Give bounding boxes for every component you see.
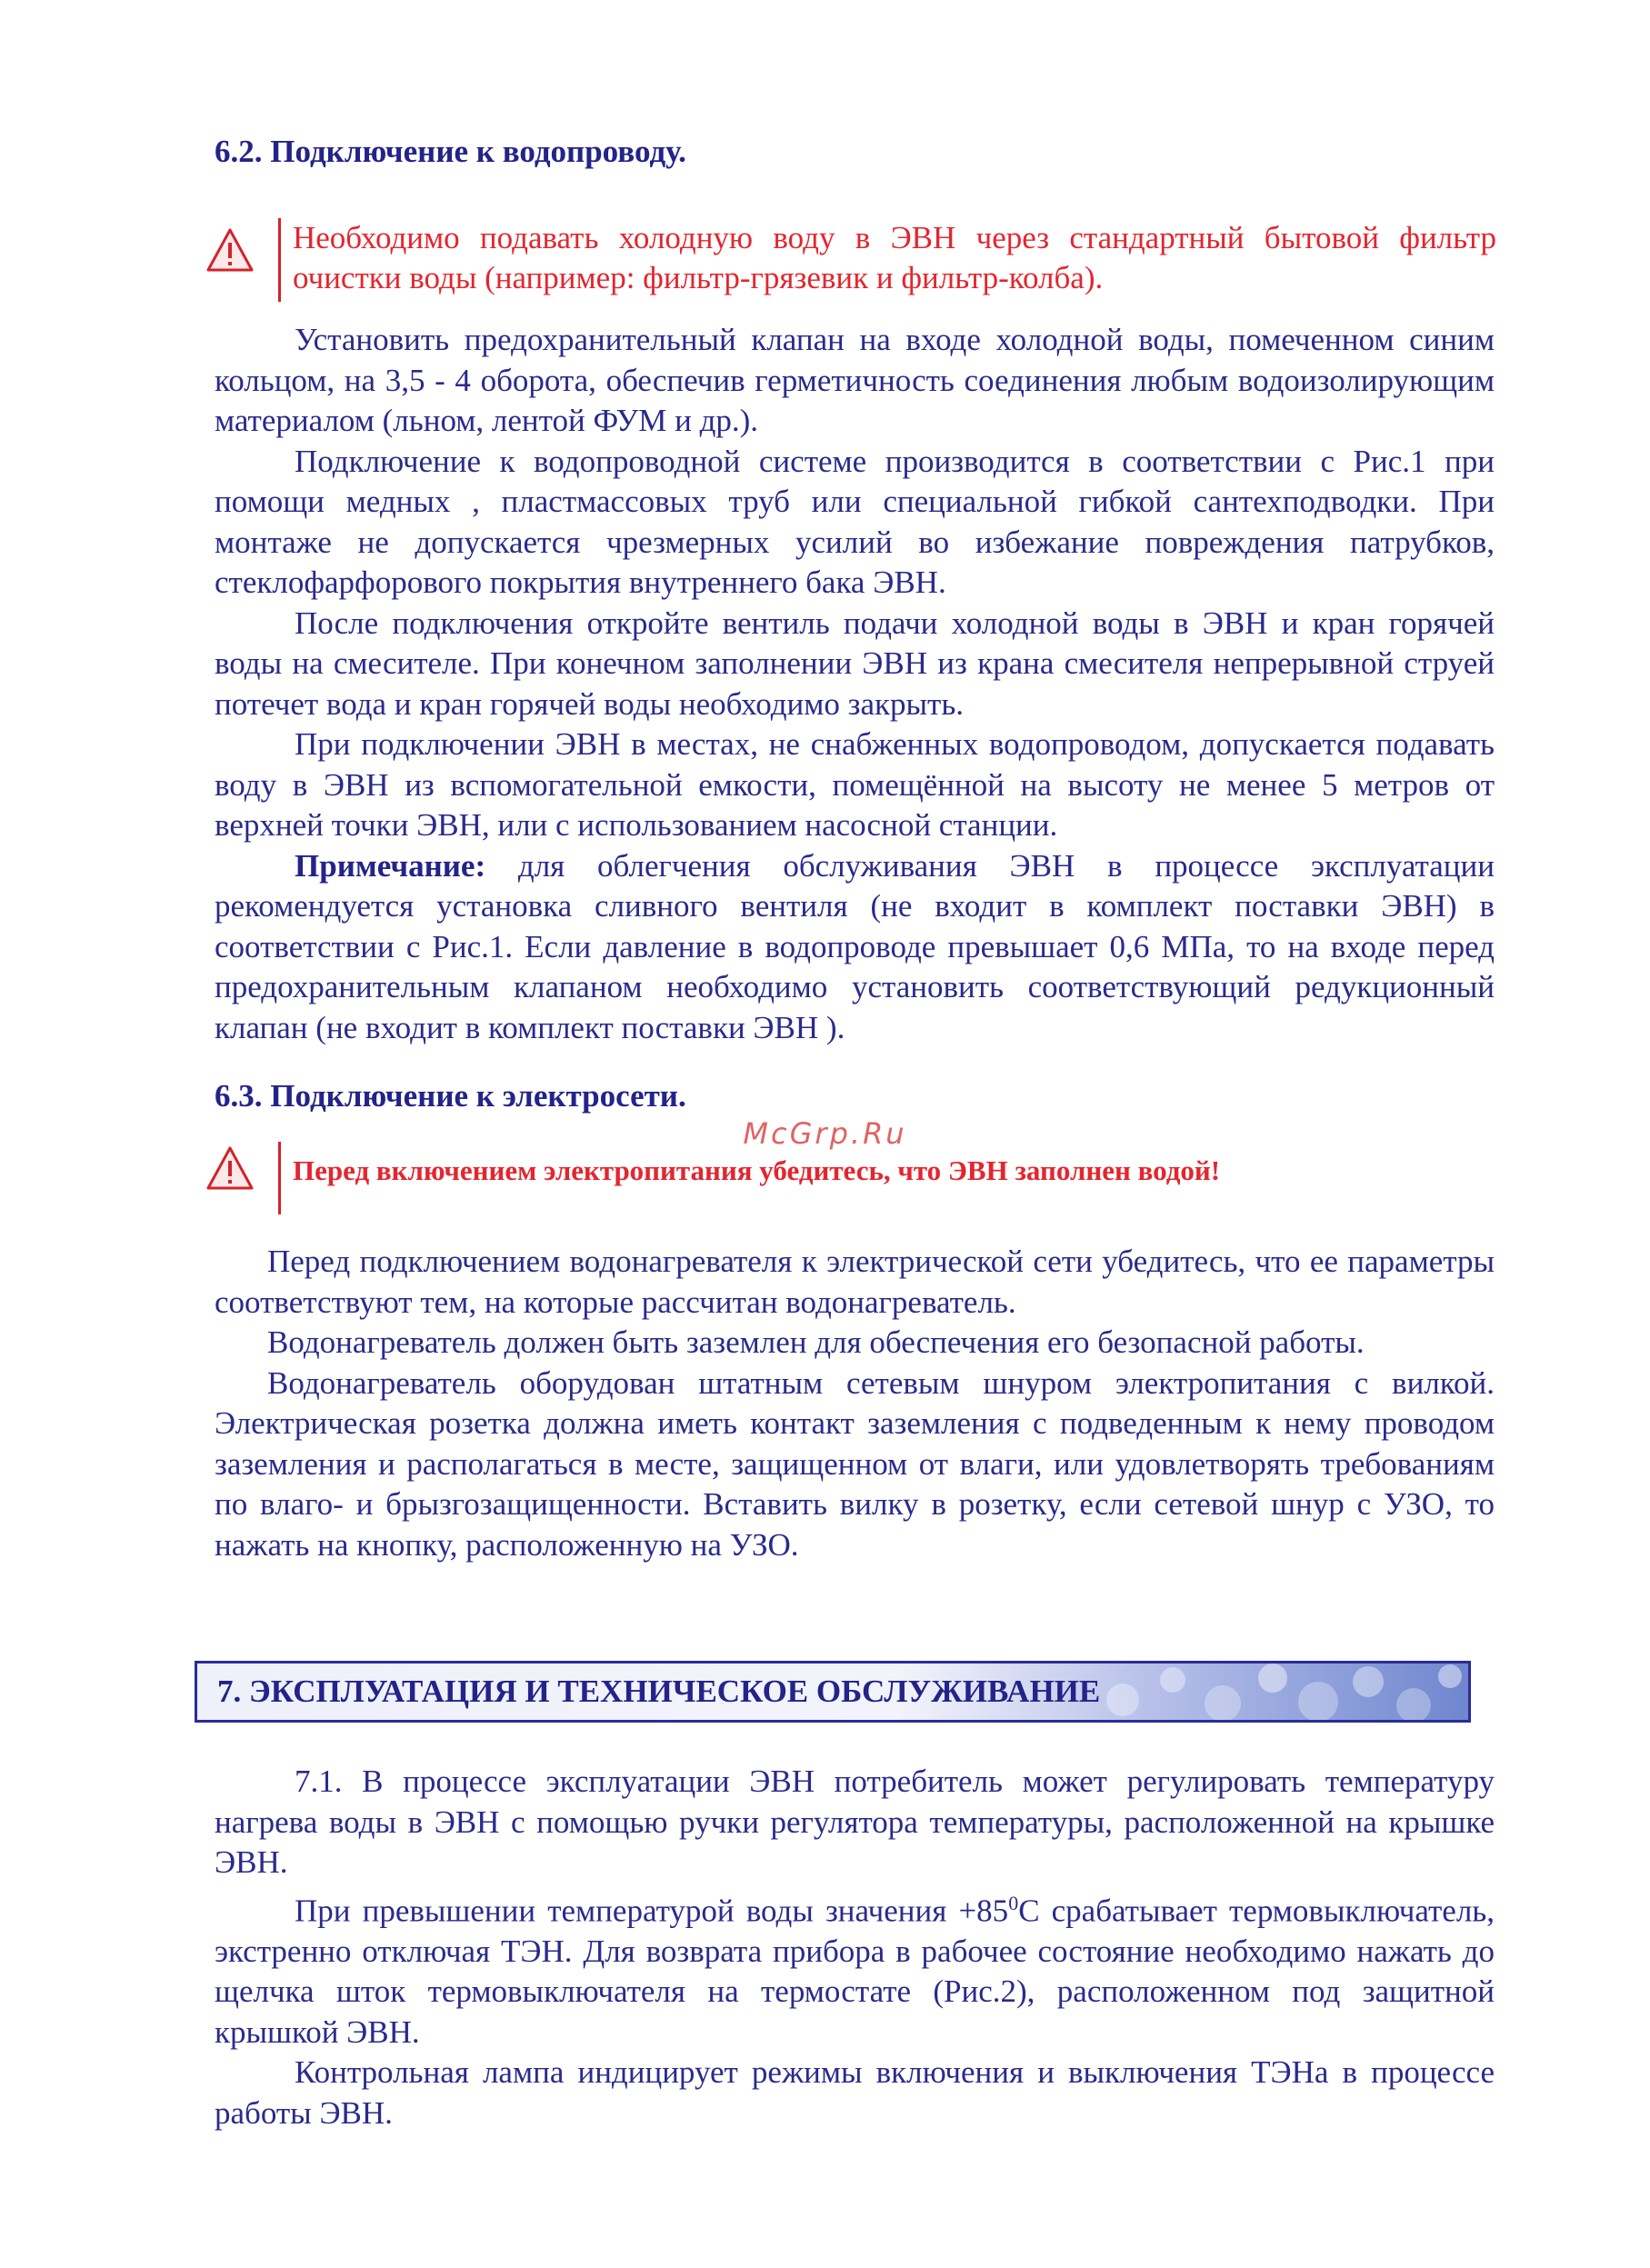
paragraph-grounding: Водонагреватель должен быть заземлен для обеспечения его безопасной работы. (267, 1324, 1365, 1360)
water-filter-warning (205, 218, 1496, 302)
section-6-3-body (215, 1242, 1495, 1565)
section-7-title: 7. ЭКСПЛУАТАЦИЯ И ТЕХНИЧЕСКОЕ ОБСЛУЖИВАНИЕ (217, 1674, 1101, 1709)
paragraph-after-connection: После подключения откройте вентиль подачи холодной воды в ЭВН и кран горячей воды на смесителе. При конечном заполнении ЭВН из крана смесителя непрерывной струей потечет вода и кран горячей воды необходимо закрыть. (215, 604, 1495, 722)
note-text: для облегчения обслуживания ЭВН в процессе эксплуатации рекомендуется установка сливного вентиля (не входит в комплект поставки ЭВН) в соответствии с Рис.1. Если давление в водопроводе превышает 0,6 МПа, то на входе перед предохранительным клапаном необходимо установить соответствующий редукционный клапан (не входит в комплект поставки ЭВН ). (215, 847, 1495, 1045)
warning-text: Необходимо подавать холодную воду в ЭВН через стандартный бытовой фильтр очистки воды (например: фильтр-грязевик и фильтр-колба). (293, 220, 1496, 295)
paragraph-temperature-regulation: 7.1. В процессе эксплуатации ЭВН потребитель может регулировать температуру нагрева воды в ЭВН с помощью ручки регулятора температуры, расположенной на крышке ЭВН. (215, 1763, 1495, 1880)
paragraph-indicator-lamp: Контрольная лампа индицирует режимы включения и выключения ТЭНа в процессе работы ЭВН. (215, 2054, 1495, 2131)
section-6-2-body (215, 320, 1495, 1048)
section-7-body (215, 1762, 1495, 2133)
paragraph-thermal-cutout (215, 1883, 1495, 2053)
warning-bar (278, 218, 281, 302)
paragraph-valve: Установить предохранительный клапан на входе холодной воды, помеченном синим кольцом, на 3,5 - 4 оборота, обеспечив герметичность соединения любым водоизолирующим материалом (льном, лентой ФУМ и др.). (215, 322, 1495, 438)
degree-superscript: 0 (1008, 1891, 1019, 1914)
section-6-2-title: 6.2. Подключение к водопроводу. (215, 134, 686, 169)
thermal-text-end: С срабатывает термовыключатель, экстренно отключая ТЭН. Для возврата прибора в рабочее состояние необходимо нажать до щелчка шток термовыключателя на термостате (Рис.2), расположенном под защитной крышкой ЭВН. (215, 1893, 1495, 2050)
paragraph-power-cord: Водонагреватель оборудован штатным сетевым шнуром электропитания с вилкой. Электрическая розетка должна иметь контакт заземления с подведенным к нему проводом заземления и располагаться в месте, защищенном от влаги, или удовлетворять требованиям по влаго- и брызгозащищенности. Вставить вилку в розетку, если сетевой шнур с УЗО, то нажать на кнопку, расположенную на УЗО. (215, 1364, 1495, 1563)
paragraph-network-params: Перед подключением водонагревателя к электрической сети убедитесь, что ее параметры соответствуют тем, на которые рассчитан водонагреватель. (215, 1244, 1495, 1320)
bubbles-decoration (1086, 1664, 1468, 1720)
paragraph-note (215, 846, 1495, 1049)
warning-triangle-icon (205, 1145, 255, 1191)
section-7-banner (195, 1661, 1471, 1723)
warning-bar (278, 1142, 281, 1214)
paragraph-connection: Подключение к водопроводной системе производится в соответствии с Рис.1 при помощи медных , пластмассовых труб или специальной гибкой сантехподводки. При монтаже не допускается чрезмерных усилий во избежание повреждения патрубков, стеклофарфорового покрытия внутреннего бака ЭВН. (215, 443, 1495, 600)
power-warning (205, 1142, 1496, 1214)
watermark-text: McGrp.Ru (743, 1116, 907, 1151)
thermal-text-start: При превышении температурой воды значения +85 (295, 1893, 1009, 1929)
warning-text: Перед включением электропитания убедитесь, что ЭВН заполнен водой! (293, 1154, 1221, 1186)
note-label: Примечание: (295, 847, 486, 884)
section-6-3-title: 6.3. Подключение к электросети. (215, 1078, 686, 1114)
warning-triangle-icon (205, 227, 255, 273)
paragraph-no-water-supply: При подключении ЭВН в местах, не снабженных водопроводом, допускается подавать воду в ЭВН из вспомогательной емкости, помещённой на высоту не менее 5 метров от верхней точки ЭВН, или с использованием насосной станции. (215, 726, 1495, 843)
